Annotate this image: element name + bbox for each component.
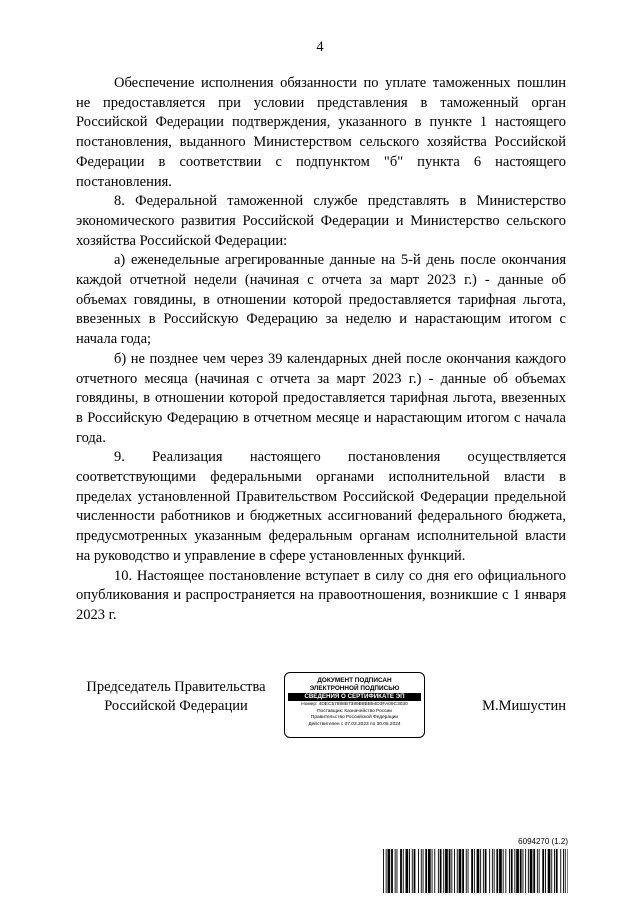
paragraph-8b: б) не позднее чем через 39 календарных дней после окончания каждого отчетного месяца (начиная с отчета за март 2023 г.) - данные об объемах говядины, в отношении которой предоставляется тарифная льгота, ввезенных в Российскую Федерацию в отчетном месяце и нарастающим итогом с начала года. [76,350,566,446]
barcode-bar [414,849,416,893]
barcode-bar [457,849,458,893]
barcode-bar [386,849,387,893]
barcode-bar [568,849,569,893]
barcode-bar [528,849,529,893]
barcode-bar [554,849,555,893]
barcode-bar [505,849,506,893]
barcode-bar [421,849,422,893]
barcode-bar [428,849,431,893]
stamp-heading-2: ЭЛЕКТРОННОЙ ПОДПИСЬЮ [309,684,400,692]
barcode-bar [403,849,404,893]
stamp-certificate-bar: СВЕДЕНИЯ О СЕРТИФИКАТЕ ЭП [288,693,421,701]
barcode-bar [525,849,526,893]
barcode-bar [383,849,384,893]
barcode-bar [412,849,413,893]
barcode-bar [548,849,551,893]
barcode-bar [459,849,462,893]
signatory-name: М.Мишустин [482,698,566,714]
stamp-issuer: Поставщик: Казначейство России [317,708,392,714]
electronic-signature-stamp [284,672,425,738]
barcode-bar [539,849,540,893]
barcode-bar [483,849,484,893]
barcode-bar [511,849,513,893]
barcode-bar [443,849,444,893]
barcode-bar [494,849,495,893]
barcode-bar [388,849,391,893]
barcode-bar [565,849,566,893]
paragraph-10: 10. Настоящее постановление вступает в силу со дня его официального опубликования и распространяется на правоотношения, возникшие с 1 января 2023 г. [76,567,566,623]
barcode-bar [474,849,475,893]
barcode-bar [438,849,439,893]
barcode-bar [480,849,481,893]
barcode-bar [462,849,464,893]
barcode-bar [418,849,419,893]
signatory-title [76,678,276,716]
barcode-bar [400,849,402,893]
barcode-bar [449,849,451,893]
barcode-bar [471,849,473,893]
barcode-bar [395,849,396,893]
barcode-bar [533,849,535,893]
barcode-bar [542,849,544,893]
barcode-bar [423,849,424,893]
barcode-bar [516,849,519,893]
document-barcode [383,837,568,897]
stamp-heading-1: ДОКУМЕНТ ПОДПИСАН [317,677,392,684]
paragraph-8: 8. Федеральной таможенной службе представлять в Министерство экономического развития Российской Федерации и Министерство сельского хозяйства Российской Федерации: [76,193,566,249]
barcode-bar [468,849,469,893]
barcode-bar [514,849,515,893]
barcode-bar [434,849,435,893]
barcode-bar [425,849,427,893]
signatory-title-line-1: Председатель Правительства [86,679,266,695]
barcode-bar [496,849,498,893]
barcode-bar [503,849,504,893]
barcode-bar [489,849,490,893]
barcode-bar [477,849,480,893]
barcode-bar [563,849,564,893]
barcode-bar [556,849,558,893]
stamp-owner: Правительство Российской Федерации [310,715,399,720]
paragraph-8a: а) еженедельные агрегированные данные на 5-й день после окончания каждой отчетной недели (начиная с отчета за март 2023 г.) - данные об объемах говядины, в отношении которой предоставляется тарифная льгота, ввезенных в Российскую Федерацию за неделю и нарастающим итогом с начала года; [76,252,566,348]
barcode-bar [406,849,409,893]
document-body [76,74,566,626]
barcode-bar [451,849,452,893]
barcode-bar [537,849,538,893]
barcode-icon [383,849,568,893]
barcode-number: 6094270 (1.2) [518,837,568,846]
page-number: 4 [316,39,324,55]
barcode-bar [409,849,410,893]
barcode-bar [560,849,561,893]
barcode-bar [545,849,546,893]
barcode-bar [530,849,533,893]
barcode-bar [520,849,522,893]
barcode-bar [499,849,502,893]
barcode-bar [445,849,448,893]
paragraph-customs-duties: Обеспечение исполнения обязанности по уплате таможенных пошлин не предоставляется при условии представления в таможенный орган Российской Федерации подтверждения, указанного в пункте 1 настоящего постановления, выданного Министерством сельского хозяйства Российской Федерации в соответствии с подпунктом "б" пункта 6 настоящего постановления. [76,75,566,190]
stamp-serial: Номер: 4DEC57888B7389B8BB94D3FA09C3030 [301,702,408,707]
barcode-bar [440,849,442,893]
signatory-title-line-2: Российской Федерации [104,698,248,714]
barcode-bar [509,849,510,893]
barcode-bar [432,849,433,893]
barcode-bar [391,849,393,893]
stamp-validity: Действителен с 07.03.2023 по 30.05.2024 [308,721,401,727]
barcode-bar [485,849,487,893]
barcode-bar [466,849,467,893]
barcode-bar [523,849,524,893]
barcode-bar [551,849,552,893]
barcode-bar [492,849,493,893]
barcode-bar [454,849,455,893]
barcode-bar [397,849,398,893]
paragraph-9: 9. Реализация настоящего постановления осуществляется соответствующими федеральными органами исполнительной власти в пределах установленной Правительством Российской Федерации предельной численности работников и бюджетных ассигнований федерального бюджета, предусмотренных указанным федеральным органам исполнительной власти на руководство и управление в сфере установленных функций. [76,449,566,564]
